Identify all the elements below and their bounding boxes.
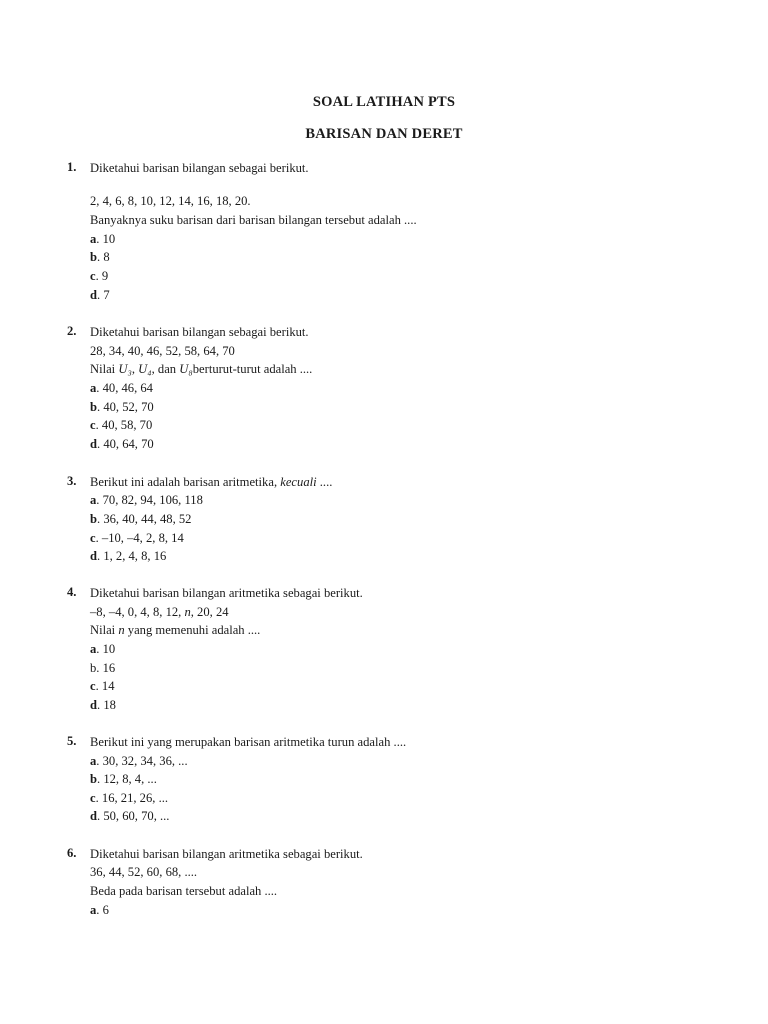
option-a: a. 40, 46, 64 [90, 381, 153, 395]
question-number: 5. [67, 734, 77, 748]
option-d: d. 7 [90, 288, 110, 302]
question-number: 6. [67, 846, 77, 860]
question-prompt: Banyaknya suku barisan dari barisan bilangan tersebut adalah .... [90, 213, 417, 227]
option-c: c. –10, –4, 2, 8, 14 [90, 531, 184, 545]
option-b: b. 8 [90, 250, 110, 264]
question-prompt: Nilai U₃, U₄, dan U₈berturut-turut adalah .... [90, 362, 313, 376]
question-sequence: 2, 4, 6, 8, 10, 12, 14, 16, 18, 20. [90, 194, 251, 208]
option-b: b. 40, 52, 70 [90, 400, 154, 414]
question-text: Diketahui barisan bilangan sebagai berikut. [90, 161, 309, 175]
option-a: a. 6 [90, 903, 109, 917]
question-text: Berikut ini yang merupakan barisan aritmetika turun adalah .... [90, 735, 407, 749]
question-text: Berikut ini adalah barisan aritmetika, kecuali .... [90, 475, 333, 489]
option-c: c. 40, 58, 70 [90, 418, 153, 432]
option-b: b. 16 [90, 661, 116, 675]
question-text: Diketahui barisan bilangan aritmetika sebagai berikut. [90, 847, 363, 861]
question-text: Diketahui barisan bilangan sebagai berikut. [90, 325, 309, 339]
document-title: SOAL LATIHAN PTS [312, 94, 456, 110]
question-number: 4. [67, 585, 77, 599]
question-sequence: 36, 44, 52, 60, 68, .... [90, 865, 198, 879]
option-a: a. 70, 82, 94, 106, 118 [90, 493, 203, 507]
question-number: 1. [67, 160, 77, 174]
question-sequence: –8, –4, 0, 4, 8, 12, n, 20, 24 [90, 605, 229, 619]
option-d: d. 50, 60, 70, ... [90, 809, 170, 823]
option-b: b. 12, 8, 4, ... [90, 772, 157, 786]
question-text: Diketahui barisan bilangan aritmetika sebagai berikut. [90, 586, 363, 600]
question-number: 3. [67, 474, 77, 488]
option-b: b. 36, 40, 44, 48, 52 [90, 512, 192, 526]
option-d: d. 40, 64, 70 [90, 437, 154, 451]
question-prompt: Beda pada barisan tersebut adalah .... [90, 884, 278, 898]
document-subtitle: BARISAN DAN DERET [305, 126, 463, 142]
option-d: d. 18 [90, 698, 116, 712]
option-d: d. 1, 2, 4, 8, 16 [90, 549, 167, 563]
option-c: c. 9 [90, 269, 109, 283]
option-a: a. 30, 32, 34, 36, ... [90, 754, 188, 768]
option-c: c. 14 [90, 679, 115, 693]
option-a: a. 10 [90, 642, 116, 656]
option-c: c. 16, 21, 26, ... [90, 791, 169, 805]
question-prompt: Nilai n yang memenuhi adalah .... [90, 623, 261, 637]
question-number: 2. [67, 324, 77, 338]
option-a: a. 10 [90, 232, 116, 246]
question-sequence: 28, 34, 40, 46, 52, 58, 64, 70 [90, 344, 235, 358]
